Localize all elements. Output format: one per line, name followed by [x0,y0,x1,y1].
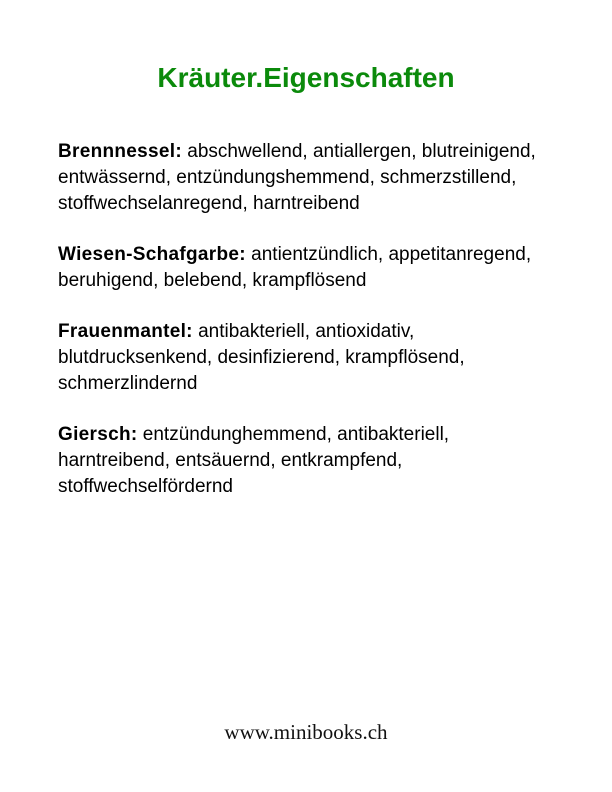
herb-name: Brennnessel: [58,141,182,162]
page-title: Kräuter.Eigenschaften [157,62,455,93]
herb-properties: antibakteriell, antioxidativ, blutdrucksenkend, desinfizierend, krampflösend, schmerzlindernd [58,321,476,394]
herb-entry-frauenmantel [58,319,558,397]
herb-properties: antientzündlich, appetitanregend, beruhigend, belebend, krampflösend [58,244,532,291]
herb-name: Wiesen-Schafgarbe: [58,244,246,265]
herb-properties: entzündunghemmend, antibakteriell, harntreibend, entsäuernd, entkrampfend, stoffwechselfördernd [58,424,450,497]
footer-url: www.minibooks.ch [224,720,388,744]
herb-entry-brennnessel [58,139,558,217]
herb-list [58,139,558,525]
herb-name: Frauenmantel: [58,321,193,342]
herb-entry-wiesen-schafgarbe [58,242,558,294]
herb-entry-giersch [58,422,558,500]
herb-name: Giersch: [58,424,138,445]
herb-properties: abschwellend, antiallergen, blutreinigend, entwässernd, entzündungshemmend, schmerzstillend, stoffwechselanregend, harntreibend [58,141,536,214]
